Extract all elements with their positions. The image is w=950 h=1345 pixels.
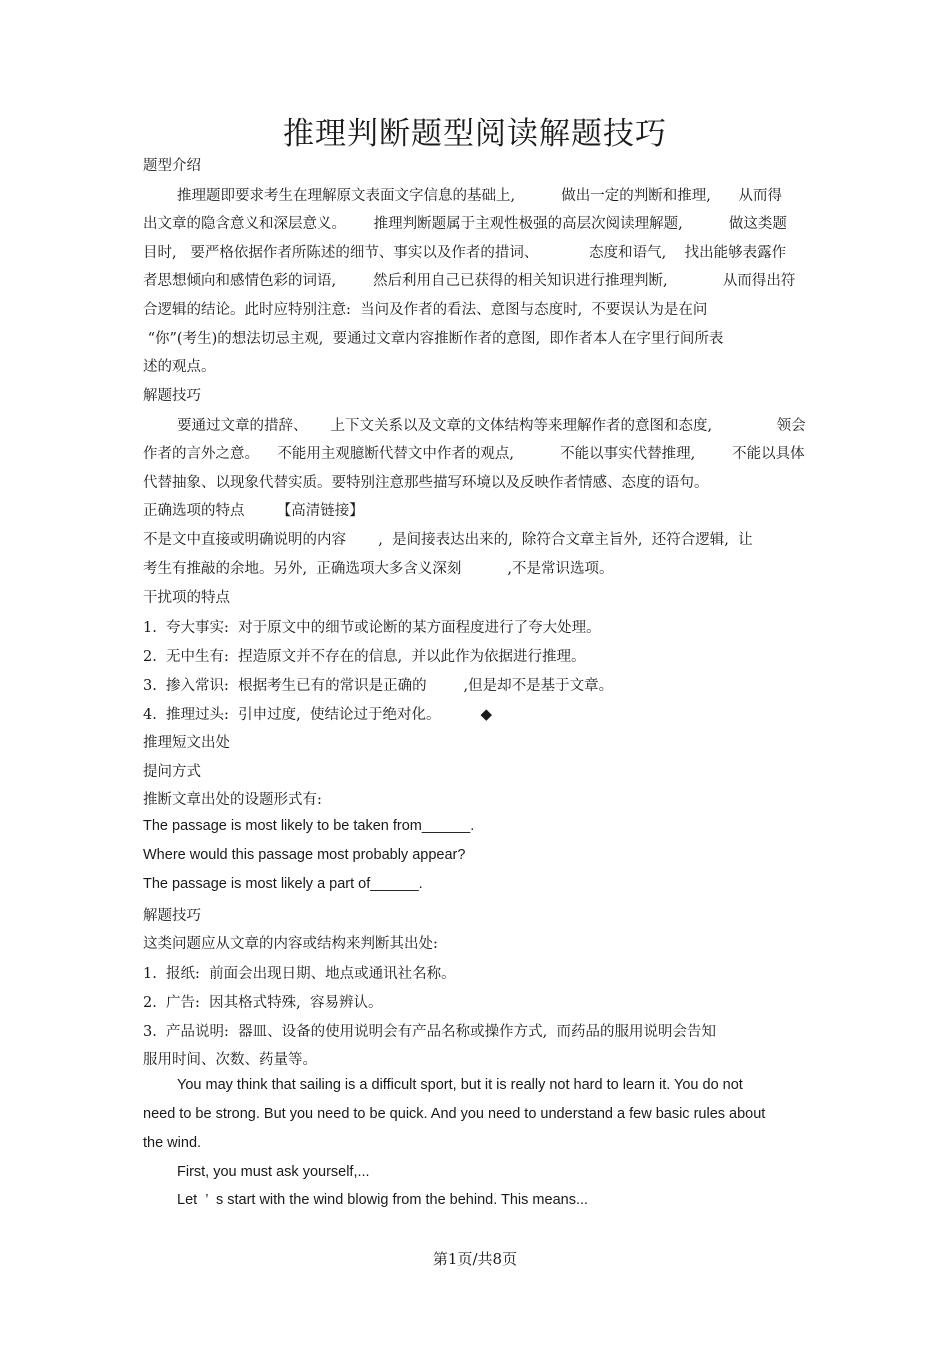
list-item: 3. 掺入常识: 根据考生已有的常识是正确的 ,但是却不是基于文章。 bbox=[143, 678, 614, 694]
example-text: the wind. bbox=[143, 1135, 202, 1151]
section-heading: 正确选项的特点 【高清链接】 bbox=[143, 503, 364, 519]
paragraph-line: 不是文中直接或明确说明的内容 , 是间接表达出来的, 除符合文章主旨外, 还符合逻辑, 让 bbox=[143, 532, 753, 548]
question-form: The passage is most likely to be taken from______. bbox=[143, 818, 475, 834]
paragraph-line: 服用时间、次数、药量等。 bbox=[143, 1052, 317, 1068]
list-item: 2. 广告: 因其格式特殊, 容易辨认。 bbox=[143, 995, 383, 1011]
section-heading: 干扰项的特点 bbox=[143, 590, 230, 606]
question-form: The passage is most likely a part of______. bbox=[143, 876, 423, 892]
page-title: 推理判断题型阅读解题技巧 bbox=[283, 116, 667, 152]
diamond-icon: ◆ bbox=[480, 705, 493, 723]
paragraph-line: 这类问题应从文章的内容或结构来判断其出处: bbox=[143, 936, 438, 952]
paragraph-line: 出文章的隐含意义和深层意义。 推理判断题属于主观性极强的高层次阅读理解题, 做这类题 bbox=[143, 216, 787, 232]
list-item: 3. 产品说明: 器皿、设备的使用说明会有产品名称或操作方式, 而药品的服用说明会告知 bbox=[143, 1024, 716, 1040]
paragraph-line: 合逻辑的结论。此时应特别注意: 当问及作者的看法、意图与态度时, 不要误认为是在问 bbox=[143, 302, 708, 318]
list-item: 1. 夸大事实: 对于原文中的细节或论断的某方面程度进行了夸大处理。 bbox=[143, 620, 601, 636]
paragraph-line: 考生有推敲的余地。另外, 正确选项大多含义深刻 ,不是常识选项。 bbox=[143, 561, 614, 577]
paragraph-line: 作者的言外之意。 不能用主观臆断代替文中作者的观点, 不能以事实代替推理, 不能以具体 bbox=[143, 446, 805, 462]
paragraph-line: 代替抽象、以现象代替实质。要特别注意那些描写环境以及反映作者情感、态度的语句。 bbox=[143, 475, 709, 491]
section-heading: 题型介绍 bbox=[143, 158, 201, 174]
section-heading: 解题技巧 bbox=[143, 908, 201, 924]
paragraph-line: 目时, 要严格依据作者所陈述的细节、事实以及作者的措词、 态度和语气, 找出能够表露作 bbox=[143, 245, 787, 261]
paragraph-line: 推断文章出处的设题形式有: bbox=[143, 792, 322, 808]
paragraph-line: 推理题即要求考生在理解原文表面文字信息的基础上, 做出一定的判断和推理, 从而得 bbox=[177, 188, 782, 204]
paragraph-line: 述的观点。 bbox=[143, 359, 216, 375]
section-heading: 解题技巧 bbox=[143, 388, 201, 404]
paragraph-line: “你”(考生)的想法切忌主观, 要通过文章内容推断作者的意图, 即作者本人在字里行间所表 bbox=[143, 331, 724, 347]
section-heading: 推理短文出处 bbox=[143, 735, 230, 751]
list-item bbox=[143, 703, 492, 724]
question-form: Where would this passage most probably appear? bbox=[143, 847, 466, 863]
example-text: You may think that sailing is a difficult sport, but it is really not hard to learn it. You do not bbox=[177, 1077, 743, 1093]
list-item: 2. 无中生有: 捏造原文并不存在的信息, 并以此作为依据进行推理。 bbox=[143, 649, 586, 665]
section-heading: 提问方式 bbox=[143, 764, 201, 780]
example-text: Let ’ s start with the wind blowig from the behind. This means... bbox=[177, 1192, 589, 1208]
paragraph-line: 要通过文章的措辞、 上下文关系以及文章的文体结构等来理解作者的意图和态度, 领会 bbox=[177, 418, 806, 434]
list-item-text: 4. 推理过头: 引申过度, 使结论过于绝对化。 bbox=[143, 707, 441, 723]
list-item: 1. 报纸: 前面会出现日期、地点或通讯社名称。 bbox=[143, 966, 456, 982]
page-number: 第1页/共8页 bbox=[432, 1250, 518, 1268]
example-text: need to be strong. But you need to be quick. And you need to understand a few basic rules about bbox=[143, 1106, 766, 1122]
example-text: First, you must ask yourself,... bbox=[177, 1164, 370, 1180]
paragraph-line: 者思想倾向和感情色彩的词语, 然后利用自己已获得的相关知识进行推理判断, 从而得出符 bbox=[143, 273, 796, 289]
